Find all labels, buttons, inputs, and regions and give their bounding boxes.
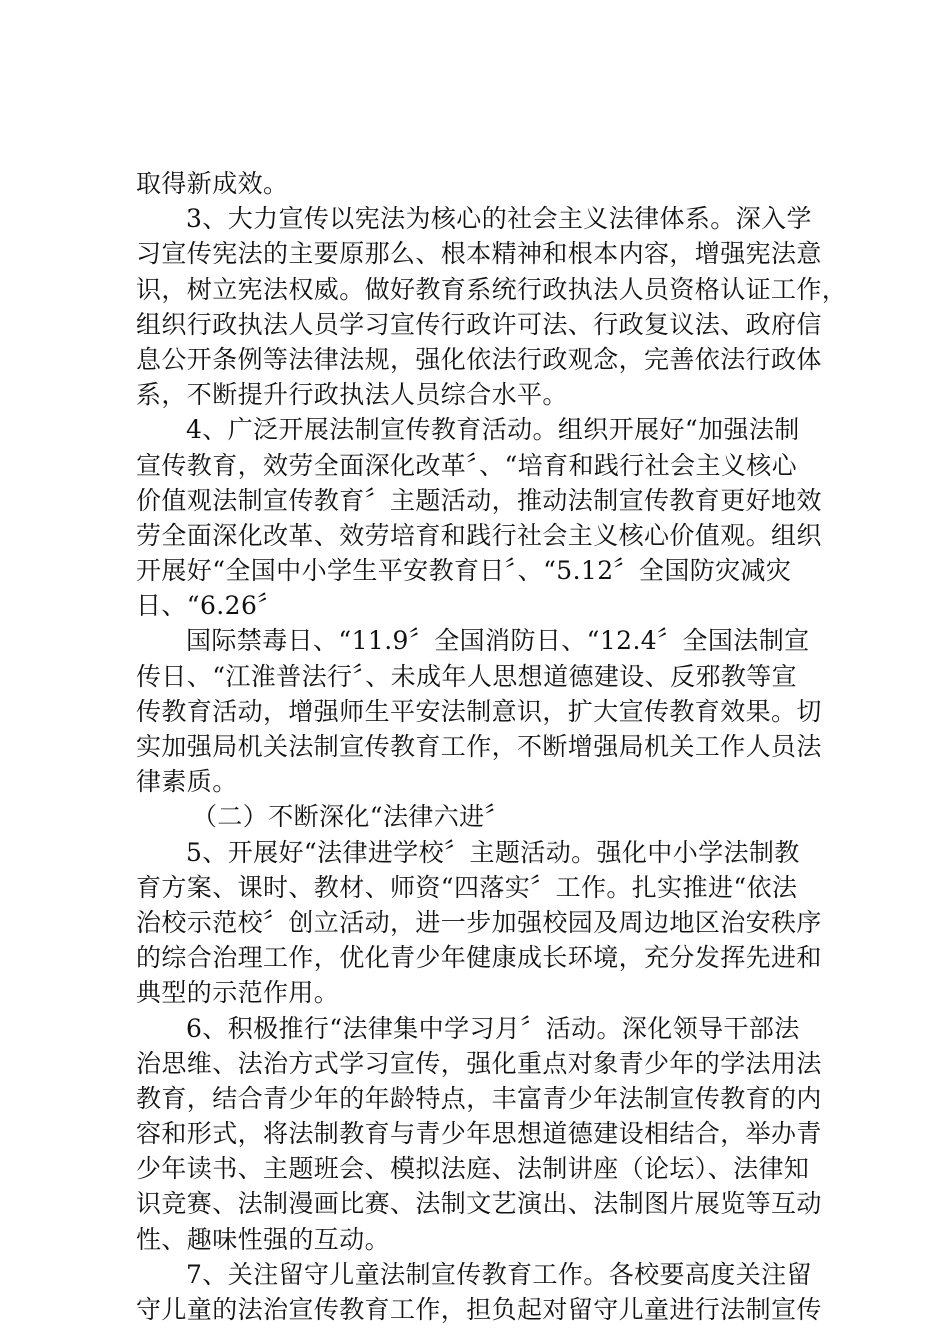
text-line: 教育，结合青少年的年龄特点，丰富青少年法制宣传教育的内 — [136, 1083, 822, 1113]
text-line: 育方案、课时、教材、师资“四落实〞工作。扎实推进“依法 — [136, 872, 798, 902]
text-line: 组织行政执法人员学习宣传行政许可法、行政复议法、政府信 — [136, 309, 822, 339]
text-line: 性、趣味性强的互动。 — [136, 1224, 391, 1254]
text-line: 传日、“江淮普法行〞、未成年人思想道德建设、反邪教等宣 — [136, 661, 798, 691]
text-line: 系，不断提升行政执法人员综合水平。 — [136, 380, 568, 410]
text-line: 习宣传宪法的主要原那么、根本精神和根本内容，增强宪法意 — [136, 239, 822, 269]
section-heading: （二）不断深化“法律六进〞 — [192, 802, 510, 832]
text-line: 日、“6.26〞 — [136, 591, 283, 621]
text-line: 取得新成效。 — [136, 169, 289, 198]
text-line: 4、广泛开展法制宣传教育活动。组织开展好“加强法制 — [186, 415, 800, 445]
text-line: 守儿童的法治宣传教育工作，担负起对留守儿童进行法制宣传 — [136, 1295, 822, 1324]
text-line: 宣传教育，效劳全面深化改革〞、“培育和践行社会主义核心 — [136, 450, 798, 480]
text-line: 3、大力宣传以宪法为核心的社会主义法律体系。深入学 — [186, 204, 812, 234]
text-line: 5、开展好“法律进学校〞主题活动。强化中小学法制教 — [186, 837, 800, 867]
text-line: 容和形式，将法制教育与青少年思想道德建设相结合，举办青 — [136, 1119, 822, 1149]
text-line: 治校示范校〞创立活动，进一步加强校园及周边地区治安秩序 — [136, 907, 822, 937]
text-line: 价值观法制宣传教育〞主题活动，推动法制宣传教育更好地效 — [136, 485, 822, 515]
text-line: 劳全面深化改革、效劳培育和践行社会主义核心价值观。组织 — [136, 520, 822, 550]
text-line: 律素质。 — [136, 767, 238, 797]
text-line: 识，树立宪法权威。做好教育系统行政执法人员资格认证工作， — [136, 274, 848, 304]
text-line: 国际禁毒日、“11.9〞全国消防日、“12.4〞全国法制宣 — [186, 626, 810, 656]
text-line: 少年读书、主题班会、模拟法庭、法制讲座（论坛）、法律知 — [136, 1154, 810, 1184]
text-line: 传教育活动，增强师生平安法制意识，扩大宣传教育效果。切 — [136, 696, 822, 726]
text-line: 6、积极推行“法律集中学习月〞活动。深化领导干部法 — [186, 1013, 800, 1043]
text-line: 实加强局机关法制宣传教育工作，不断增强局机关工作人员法 — [136, 732, 822, 761]
text-line: 开展好“全国中小学生平安教育日〞、“5.12〞全国防灾减灾 — [136, 556, 792, 586]
text-line: 典型的示范作用。 — [136, 978, 340, 1008]
text-line: 治思维、法治方式学习宣传，强化重点对象青少年的学法用法 — [136, 1048, 822, 1078]
text-line: 7、关注留守儿童法制宣传教育工作。各校要高度关注留 — [186, 1259, 812, 1289]
text-line: 的综合治理工作，优化青少年健康成长环境，充分发挥先进和 — [136, 943, 822, 973]
text-line: 识竞赛、法制漫画比赛、法制文艺演出、法制图片展览等互动 — [136, 1189, 822, 1219]
document-body — [136, 166, 848, 1327]
text-line: 息公开条例等法律法规，强化依法行政观念，完善依法行政体 — [136, 344, 822, 374]
